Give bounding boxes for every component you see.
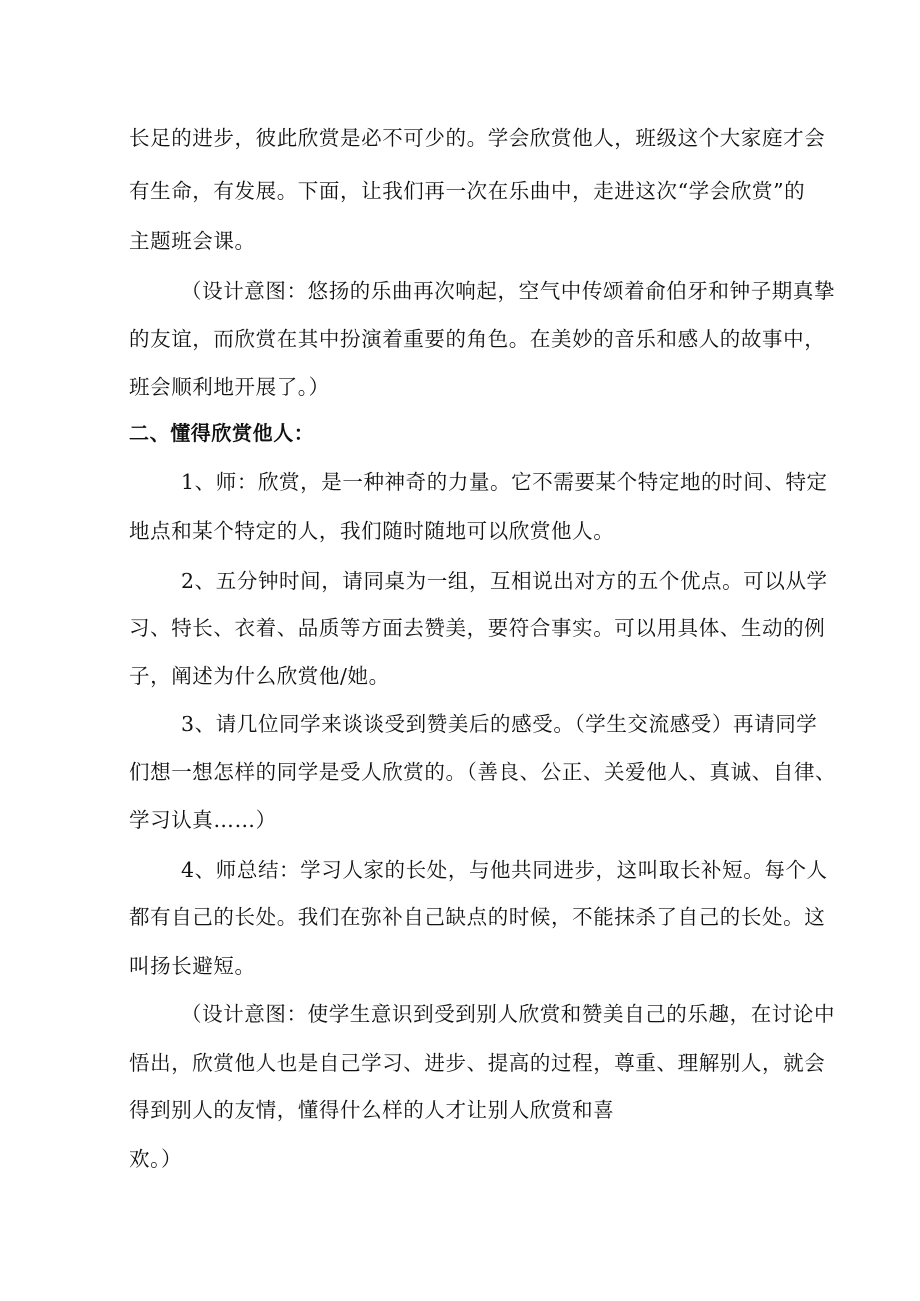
list-item-line: 们想一想怎样的同学是受人欣赏的。（善良、公正、关爱他人、真诚、自律、	[129, 760, 837, 784]
list-item-line: 1、师：欣赏，是一种神奇的力量。它不需要某个特定地的时间、特定	[181, 470, 828, 494]
section-heading: 二、懂得欣赏他人：	[129, 421, 315, 445]
design-note-line: 得到别人的友情，懂得什么样的人才让别人欣赏和喜	[129, 1098, 615, 1122]
design-note-line: （设计意图：悠扬的乐曲再次响起，空气中传颂着俞伯牙和钟子期真挚	[181, 279, 836, 303]
list-item-line: 都有自己的长处。我们在弥补自己缺点的时候，不能抹杀了自己的长处。这	[129, 905, 826, 929]
text-line: 有生命，有发展。下面，让我们再一次在乐曲中，走进这次“学会欣赏”的	[129, 179, 806, 203]
text-line: 长足的进步，彼此欣赏是必不可少的。学会欣赏他人，班级这个大家庭才会	[129, 126, 826, 150]
list-item-line: 3、请几位同学来谈谈受到赞美后的感受。（学生交流感受）再请同学	[181, 712, 818, 736]
design-note-line: 的友谊，而欣赏在其中扮演着重要的角色。在美妙的音乐和感人的故事中，	[129, 327, 826, 351]
design-note-line: 悟出，欣赏他人也是自己学习、进步、提高的过程，尊重、理解别人，就会	[129, 1051, 826, 1075]
list-item-line: 习、特长、衣着、品质等方面去赞美，要符合事实。可以用具体、生动的例	[129, 616, 826, 640]
design-note-line: （设计意图：使学生意识到受到别人欣赏和赞美自己的乐趣，在讨论中	[181, 1002, 836, 1026]
list-item-line: 地点和某个特定的人，我们随时随地可以欣赏他人。	[129, 519, 615, 543]
list-item-line: 2、五分钟时间，请同桌为一组，互相说出对方的五个优点。可以从学	[181, 569, 828, 593]
list-item-line: 子，阐述为什么欣赏他/她。	[129, 664, 390, 688]
list-item-line: 叫扬长避短。	[129, 954, 256, 978]
text-line: 主题班会课。	[129, 229, 256, 253]
design-note-line: 欢。）	[129, 1147, 183, 1171]
list-item-line: 4、师总结：学习人家的长处，与他共同进步，这叫取长补短。每个人	[181, 858, 828, 882]
list-item-line: 学习认真……）	[129, 808, 277, 832]
design-note-line: 班会顺利地开展了。）	[129, 375, 330, 399]
